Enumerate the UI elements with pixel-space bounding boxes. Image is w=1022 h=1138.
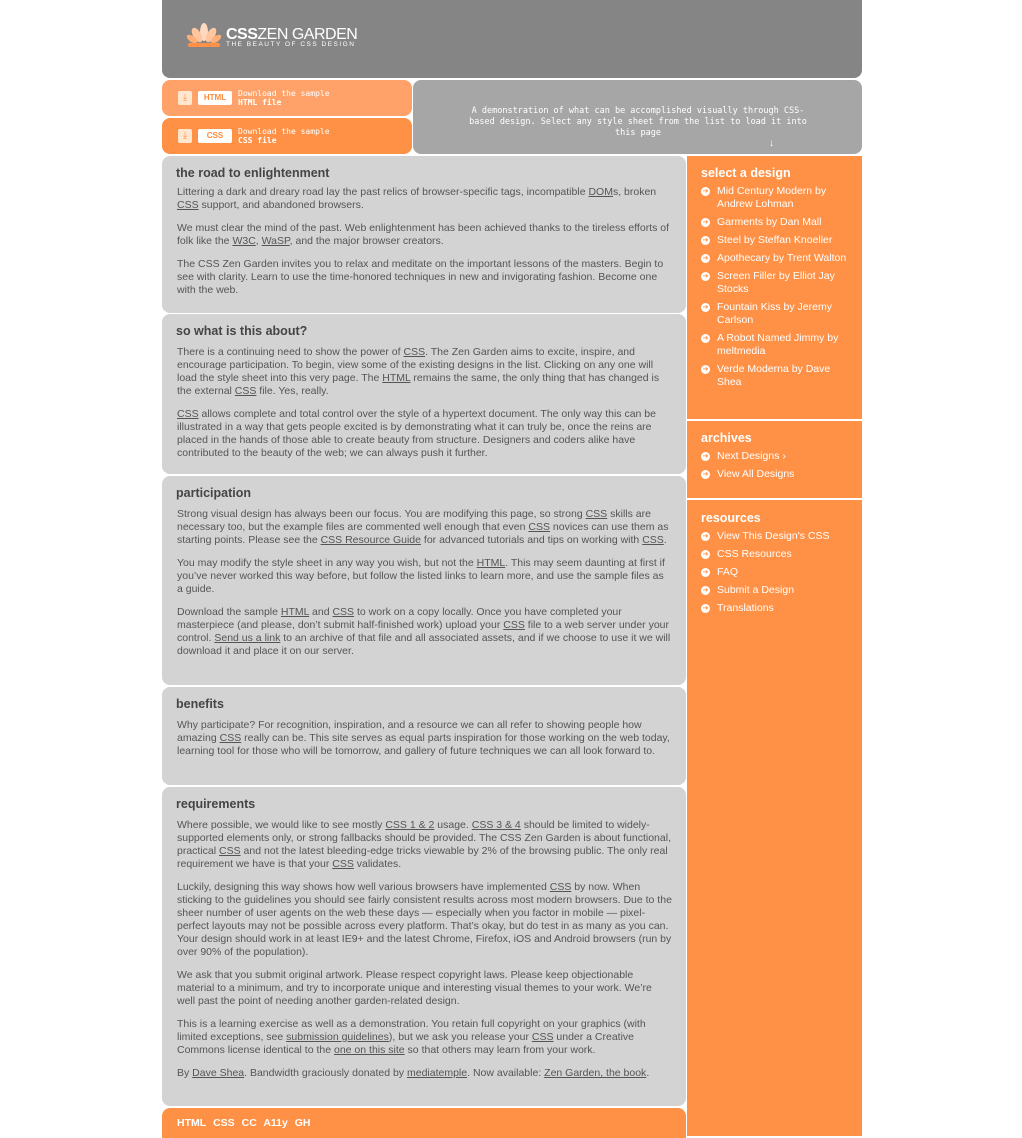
footer-links <box>177 1117 315 1129</box>
section-title: participation <box>176 486 252 500</box>
footer-link-a11y[interactable]: A11y <box>263 1117 288 1129</box>
paragraph: You may modify the style sheet in any way you wish, but not the HTML. This may seem daunting at first if you’ve never worked this way before, but follow the listed links to learn more, and use the sample files as a guide. <box>177 557 665 595</box>
next-designs-link[interactable]: ➔ Next Designs › <box>702 450 786 462</box>
arrow-right-icon: ➔ <box>702 550 709 558</box>
footer-link-html[interactable]: HTML <box>177 1117 207 1129</box>
submit-design-link[interactable]: ➔ Submit a Design <box>702 584 795 596</box>
section-title: benefits <box>176 697 224 711</box>
download-html-button[interactable] <box>162 80 412 116</box>
site-logo[interactable] <box>186 22 361 52</box>
design-link[interactable]: ➔ Steel by Steffan Knoeller <box>702 234 833 246</box>
arrow-right-icon: ➔ <box>702 365 709 373</box>
css-resources-link[interactable]: ➔ CSS Resources <box>702 548 792 560</box>
paragraph: Strong visual design has always been our focus. You are modifying this page, so strong CSS skills are necessary too, but the example files are commented well enough that even CSS novices can use them as starting points. Please see the CSS Resource Guide for advanced tutorials and tips on working with CSS. <box>177 508 669 546</box>
sample-css-link[interactable]: CSS <box>332 606 355 618</box>
paragraph: By Dave Shea. Bandwidth graciously donated by mediatemple. Now available: Zen Garden, the book. <box>177 1067 650 1079</box>
preamble-text: A demonstration of what can be accomplished visually through CSS-based design. Select any style sheet from the list to load it into this page <box>469 106 807 138</box>
download-css-button[interactable] <box>162 118 412 154</box>
preamble <box>413 80 862 154</box>
paragraph: CSS allows complete and total control over the style of a hypertext document. The only way this can be illustrated in a way that gets people excited is by demonstrating what it can truly be, once the reins are placed in the hands of those able to create beauty from structure. Designers and coders alike have contributed to the beauty of the web; we can always push it further. <box>177 408 656 459</box>
view-all-designs-link[interactable]: ➔ View All Designs <box>702 468 795 480</box>
arrow-right-icon: ➔ <box>702 452 709 460</box>
paragraph: Why participate? For recognition, inspiration, and a resource we can all refer to showing people how amazing CSS really can be. This site serves as equal parts inspiration for those working on the web today, learning tool for those who will be tomorrow, and gallery of future techniques we can all look forward to. <box>177 719 670 757</box>
arrow-right-icon: ➔ <box>702 604 709 612</box>
css-resource-guide-link[interactable]: CSS Resource Guide <box>320 534 421 546</box>
view-css-link[interactable]: ➔ View This Design's CSS <box>702 530 830 542</box>
resources-title: resources <box>701 511 761 525</box>
design-link[interactable]: ➔ Fountain Kiss by Jeremy Carlson <box>702 301 832 326</box>
paragraph: We ask that you submit original artwork. Please respect copyright laws. Please keep objectionable material to a minimum, and try to incorporate unique and interesting visual themes to your work. We’re well past the point of needing another garden-related design. <box>177 969 652 1007</box>
author-link[interactable]: Dave Shea <box>192 1067 245 1079</box>
page-footer <box>162 1108 686 1138</box>
section-what-is-this-about <box>162 314 686 474</box>
sidebar-divider <box>687 498 862 500</box>
paragraph: The CSS Zen Garden invites you to relax and meditate on the important lessons of the masters. Begin to see with clarity. Learn to use the time-honored techniques in new and invigorating fashion. Become one with the web. <box>177 258 664 296</box>
arrow-right-icon: ➔ <box>702 334 709 342</box>
paragraph: Luckily, designing this way shows how well various browsers have implemented CSS by now. When sticking to the guidelines you should see fairly consistent results across most modern browsers. Due to the sheer number of user agents on the web these days — especially when you factor in mobile — pixel-perfect layouts may not be possible across every platform. That’s okay, but do test in as many as you can. Your design should work in at least IE9+ and the latest Chrome, Firefox, iOS and Android browsers (run by over 90% of the population). <box>177 881 672 958</box>
license-link[interactable]: one on this site <box>334 1044 405 1056</box>
section-benefits <box>162 687 686 785</box>
section-title: requirements <box>176 797 256 811</box>
design-link[interactable]: ➔ Garments by Dan Mall <box>702 216 822 228</box>
download-icon: ⤓ <box>178 129 192 143</box>
footer-link-css[interactable]: CSS <box>213 1117 235 1129</box>
logo-title: CSSZEN GARDEN <box>226 26 358 43</box>
lotus-icon <box>186 22 222 48</box>
download-css-label: Download the sample CSS file <box>238 127 330 145</box>
faq-link[interactable]: ➔ FAQ <box>702 566 739 578</box>
design-link[interactable]: ➔ Verde Moderna by Dave Shea <box>702 363 831 388</box>
section-participation <box>162 476 686 685</box>
logo-subtitle: THE BEAUTY OF CSS DESIGN <box>226 41 356 48</box>
paragraph: Download the sample HTML and CSS to work on a copy locally. Once you have completed your masterpiece (and please, don’t submit half-finished work) upload your CSS file to a web server under your control. Send us a link to an archive of that file and all associated assets, and if we choose to use it we will download it and place it on our server. <box>177 606 671 657</box>
arrow-right-icon: ➔ <box>702 254 709 262</box>
arrow-right-icon: ➔ <box>702 272 709 280</box>
download-html-label: Download the sample HTML file <box>238 89 330 107</box>
arrow-right-icon: ➔ <box>702 470 709 478</box>
design-link[interactable]: ➔ Mid Century Modern by Andrew Lohman <box>702 185 827 210</box>
down-arrow-icon: ↓ <box>769 138 774 149</box>
design-link[interactable]: ➔ Screen Filler by Elliot Jay Stocks <box>702 270 835 295</box>
download-icon: ⤓ <box>178 91 192 105</box>
footer-link-gh[interactable]: GH <box>294 1117 311 1129</box>
arrow-right-icon: ➔ <box>702 187 709 195</box>
css-badge: CSS <box>198 129 232 143</box>
submission-guidelines-link[interactable]: submission guidelines <box>286 1031 389 1043</box>
paragraph: We must clear the mind of the past. Web enlightenment has been achieved thanks to the tireless efforts of folk like the W3C, WaSP, and the major browser creators. <box>177 222 670 247</box>
translations-link[interactable]: ➔ Translations <box>702 602 774 614</box>
paragraph: There is a continuing need to show the power of CSS. The Zen Garden aims to excite, inspire, and encourage participation. To begin, view some of the existing designs in the list. Clicking on any one will load the style sheet into this very page. The HTML remains the same, the only thing that has changed is the external CSS file. Yes, really. <box>177 346 660 397</box>
resources <box>687 501 862 636</box>
design-selection-title: select a design <box>701 166 791 180</box>
section-road-to-enlightenment <box>162 156 686 313</box>
arrow-right-icon: ➔ <box>702 586 709 594</box>
arrow-right-icon: ➔ <box>702 236 709 244</box>
page-header <box>162 0 862 78</box>
arrow-right-icon: ➔ <box>702 532 709 540</box>
design-selection <box>687 156 862 419</box>
paragraph: This is a learning exercise as well as a demonstration. You retain full copyright on your graphics (with limited exceptions, see submission guidelines), but we ask you release your CSS under a Creative Commons license identical to the one on this site so that others may learn from your work. <box>177 1018 646 1056</box>
book-link[interactable]: Zen Garden, the book <box>544 1067 647 1079</box>
section-title: the road to enlightenment <box>176 166 330 180</box>
arrow-right-icon: ➔ <box>702 303 709 311</box>
sample-html-link[interactable]: HTML <box>280 606 310 618</box>
arrow-right-icon: ➔ <box>702 568 709 576</box>
html-badge: HTML <box>198 91 232 105</box>
arrow-right-icon: ➔ <box>702 218 709 226</box>
archives-title: archives <box>701 431 752 445</box>
section-requirements <box>162 787 686 1106</box>
design-link[interactable]: ➔ Apothecary by Trent Walton <box>702 252 847 264</box>
footer-link-cc[interactable]: CC <box>241 1117 257 1129</box>
section-title: so what is this about? <box>176 324 308 338</box>
paragraph: Littering a dark and dreary road lay the past relics of browser-specific tags, incompatible DOMs, broken CSS support, and abandoned browsers. <box>177 186 657 211</box>
paragraph: Where possible, we would like to see mostly CSS 1 & 2 usage. CSS 3 & 4 should be limited to widely-supported elements only, or strong fallbacks should be provided. The CSS Zen Garden is about functional, practical CSS and not the latest bleeding-edge tricks viewable by 2% of the browsing public. The only real requirement we have is that your CSS validates. <box>177 819 671 870</box>
send-link[interactable]: Send us a link <box>214 632 281 644</box>
host-link[interactable]: mediatemple <box>406 1067 468 1079</box>
design-link[interactable]: ➔ A Robot Named Jimmy by meltmedia <box>702 332 839 357</box>
archives <box>687 421 862 498</box>
